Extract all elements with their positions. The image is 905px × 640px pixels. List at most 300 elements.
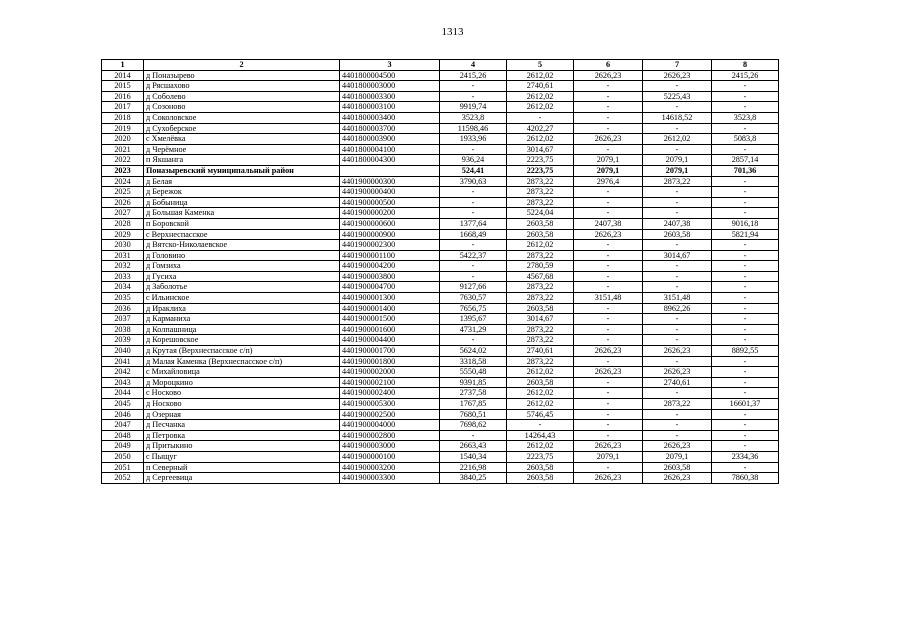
table-row [102, 155, 779, 166]
oktmo-code-cell: 4401800004100 [340, 144, 440, 155]
oktmo-code-cell: 4401800004300 [340, 155, 440, 166]
value-cell-col7: - [643, 123, 712, 134]
value-cell-col7: 2873,22 [643, 399, 712, 410]
value-cell-col6: 2626,23 [574, 473, 643, 484]
value-cell-col4: 3790,63 [440, 176, 507, 187]
table-row [102, 81, 779, 92]
value-cell-col8: - [712, 409, 779, 420]
value-cell-col5: 2603,58 [507, 377, 574, 388]
value-cell-col7: - [643, 409, 712, 420]
settlement-name-cell: д Носково [144, 399, 340, 410]
table-row [102, 250, 779, 261]
row-number-cell: 2049 [102, 441, 144, 452]
oktmo-code-cell: 4401900001100 [340, 250, 440, 261]
table-row [102, 388, 779, 399]
value-cell-col6: - [574, 240, 643, 251]
table-row [102, 420, 779, 431]
row-number-cell: 2018 [102, 112, 144, 123]
row-number-cell: 2033 [102, 271, 144, 282]
value-cell-col7: - [643, 335, 712, 346]
value-cell-col6: - [574, 81, 643, 92]
value-cell-col5: 2873,22 [507, 324, 574, 335]
value-cell-col7: - [643, 187, 712, 198]
value-cell-col6: - [574, 208, 643, 219]
oktmo-code-cell: 4401900001400 [340, 303, 440, 314]
value-cell-col8: - [712, 187, 779, 198]
value-cell-col8: - [712, 144, 779, 155]
value-cell-col5: 4567,68 [507, 271, 574, 282]
value-cell-col4: 4731,29 [440, 324, 507, 335]
value-cell-col4: 7656,75 [440, 303, 507, 314]
value-cell-col6: - [574, 335, 643, 346]
value-cell-col6: 2626,23 [574, 229, 643, 240]
value-cell-col8: 16601,37 [712, 399, 779, 410]
settlement-name-cell: д Вятско-Николаевское [144, 240, 340, 251]
value-cell-col5: 2612,02 [507, 240, 574, 251]
value-cell-col8: - [712, 335, 779, 346]
value-cell-col7: - [643, 420, 712, 431]
value-cell-col4: 9391,85 [440, 377, 507, 388]
value-cell-col4: 1668,49 [440, 229, 507, 240]
value-cell-col6: - [574, 250, 643, 261]
value-cell-col7: 5225,43 [643, 91, 712, 102]
value-cell-col6: 2626,23 [574, 346, 643, 357]
value-cell-col6: 2626,23 [574, 441, 643, 452]
oktmo-code-cell: 4401900003800 [340, 271, 440, 282]
oktmo-code-cell: 4401900001600 [340, 324, 440, 335]
value-cell-col6: 2626,23 [574, 134, 643, 145]
table-row [102, 473, 779, 484]
oktmo-code-cell: 4401800003100 [340, 102, 440, 113]
table-row [102, 462, 779, 473]
oktmo-code-cell: 4401900000600 [340, 218, 440, 229]
oktmo-code-cell: 4401900005300 [340, 399, 440, 410]
row-number-cell: 2041 [102, 356, 144, 367]
value-cell-col7: - [643, 197, 712, 208]
value-cell-col5: 2612,02 [507, 399, 574, 410]
row-number-cell: 2039 [102, 335, 144, 346]
row-number-cell: 2038 [102, 324, 144, 335]
settlement-name-cell: д Бережок [144, 187, 340, 198]
value-cell-col7: 2626,23 [643, 346, 712, 357]
value-cell-col7: 2612,02 [643, 134, 712, 145]
value-cell-col7: - [643, 102, 712, 113]
row-number-cell: 2024 [102, 176, 144, 187]
settlement-name-cell: д Колпашница [144, 324, 340, 335]
value-cell-col8: - [712, 208, 779, 219]
value-cell-col5: 2612,02 [507, 102, 574, 113]
settlement-name-cell: п Якшанга [144, 155, 340, 166]
value-cell-col6: - [574, 356, 643, 367]
value-cell-col8: - [712, 176, 779, 187]
row-number-cell: 2025 [102, 187, 144, 198]
table-row [102, 303, 779, 314]
value-cell-col8: 3523,8 [712, 112, 779, 123]
value-cell-col6: - [574, 420, 643, 431]
value-cell-col7: 3151,48 [643, 293, 712, 304]
value-cell-col4: 1767,85 [440, 399, 507, 410]
value-cell-col5: 2873,22 [507, 176, 574, 187]
value-cell-col6: - [574, 314, 643, 325]
oktmo-code-cell: 4401800003900 [340, 134, 440, 145]
header-cell: 8 [712, 60, 779, 71]
value-cell-col7: 2740,61 [643, 377, 712, 388]
settlement-name-cell: д Рясшахово [144, 81, 340, 92]
value-cell-col8: - [712, 91, 779, 102]
table-row [102, 102, 779, 113]
value-cell-col6: - [574, 144, 643, 155]
value-cell-col5: 2740,61 [507, 81, 574, 92]
value-cell-col7: 2603,58 [643, 462, 712, 473]
row-number-cell: 2029 [102, 229, 144, 240]
value-cell-col8: 9016,18 [712, 218, 779, 229]
row-number-cell: 2042 [102, 367, 144, 378]
value-cell-col4: 7698,62 [440, 420, 507, 431]
table-row [102, 112, 779, 123]
row-number-cell: 2032 [102, 261, 144, 272]
row-number-cell: 2047 [102, 420, 144, 431]
value-cell-col8: 7860,38 [712, 473, 779, 484]
value-cell-col4: 9127,66 [440, 282, 507, 293]
header-cell: 2 [144, 60, 340, 71]
value-cell-col5: 2873,22 [507, 335, 574, 346]
value-cell-col4: 2663,43 [440, 441, 507, 452]
row-number-cell: 2035 [102, 293, 144, 304]
value-cell-col8: - [712, 282, 779, 293]
value-cell-col4: 7630,57 [440, 293, 507, 304]
table-row [102, 314, 779, 325]
settlement-name-cell: д Сухоберское [144, 123, 340, 134]
value-cell-col8: - [712, 271, 779, 282]
settlement-name-cell: д Соболево [144, 91, 340, 102]
table-row [102, 367, 779, 378]
header-cell: 6 [574, 60, 643, 71]
value-cell-col8: - [712, 250, 779, 261]
row-number-cell: 2031 [102, 250, 144, 261]
value-cell-col8: - [712, 420, 779, 431]
row-number-cell: 2036 [102, 303, 144, 314]
value-cell-col5: 5746,45 [507, 409, 574, 420]
value-cell-col4: 3523,8 [440, 112, 507, 123]
value-cell-col4: 2415,26 [440, 70, 507, 81]
row-number-cell: 2016 [102, 91, 144, 102]
value-cell-col4: 1540,34 [440, 451, 507, 462]
table-row [102, 441, 779, 452]
value-cell-col8: 5083,8 [712, 134, 779, 145]
oktmo-code-cell: 4401900000300 [340, 176, 440, 187]
row-number-cell: 2052 [102, 473, 144, 484]
value-cell-col4: - [440, 335, 507, 346]
value-cell-col6: - [574, 377, 643, 388]
table-row [102, 197, 779, 208]
value-cell-col7: 2079,1 [643, 451, 712, 462]
settlement-name-cell: д Соколовское [144, 112, 340, 123]
value-cell-col4: 1377,64 [440, 218, 507, 229]
row-number-cell: 2030 [102, 240, 144, 251]
value-cell-col6: 2976,4 [574, 176, 643, 187]
value-cell-col5: 2612,02 [507, 91, 574, 102]
oktmo-code-cell: 4401900004400 [340, 335, 440, 346]
settlement-name-cell: д Корешовское [144, 335, 340, 346]
value-cell-col5: 2603,58 [507, 462, 574, 473]
value-cell-col6: - [574, 187, 643, 198]
value-cell-col4: - [440, 208, 507, 219]
value-cell-col7: - [643, 144, 712, 155]
row-number-cell: 2034 [102, 282, 144, 293]
value-cell-col4: - [440, 144, 507, 155]
value-cell-col5: - [507, 112, 574, 123]
value-cell-col6: - [574, 102, 643, 113]
value-cell-col5: 2223,75 [507, 451, 574, 462]
value-cell-col6: 2626,23 [574, 70, 643, 81]
row-number-cell: 2046 [102, 409, 144, 420]
settlement-name-cell: д Белая [144, 176, 340, 187]
value-cell-col8: - [712, 367, 779, 378]
value-cell-col8: - [712, 356, 779, 367]
value-cell-col8: 2415,26 [712, 70, 779, 81]
value-cell-col4: 3318,58 [440, 356, 507, 367]
settlement-name-cell: д Большая Каменка [144, 208, 340, 219]
table-row [102, 176, 779, 187]
settlement-name-cell: Поназыревский муниципальный район [144, 165, 340, 176]
header-cell: 7 [643, 60, 712, 71]
value-cell-col5: 2873,22 [507, 293, 574, 304]
value-cell-col7: - [643, 240, 712, 251]
value-cell-col5: 2603,58 [507, 473, 574, 484]
row-number-cell: 2050 [102, 451, 144, 462]
settlement-name-cell: с Пыщуг [144, 451, 340, 462]
oktmo-code-cell: 4401900002400 [340, 388, 440, 399]
header-cell: 1 [102, 60, 144, 71]
table-row [102, 346, 779, 357]
row-number-cell: 2017 [102, 102, 144, 113]
value-cell-col5: 2612,02 [507, 70, 574, 81]
value-cell-col8: - [712, 441, 779, 452]
value-cell-col5: 2223,75 [507, 155, 574, 166]
value-cell-col4: 3840,25 [440, 473, 507, 484]
table-row [102, 377, 779, 388]
table-row [102, 240, 779, 251]
value-cell-col6: - [574, 123, 643, 134]
header-row [102, 60, 779, 71]
row-number-cell: 2044 [102, 388, 144, 399]
oktmo-code-cell: 4401900000100 [340, 451, 440, 462]
value-cell-col5: 2603,58 [507, 218, 574, 229]
value-cell-col7: 14618,52 [643, 112, 712, 123]
table-row [102, 293, 779, 304]
value-cell-col4: 7680,51 [440, 409, 507, 420]
value-cell-col4: 5624,02 [440, 346, 507, 357]
value-cell-col4: 1933,96 [440, 134, 507, 145]
value-cell-col5: 3014,67 [507, 314, 574, 325]
value-cell-col8: - [712, 240, 779, 251]
settlement-name-cell: д Гусиха [144, 271, 340, 282]
oktmo-code-cell: 4401900002800 [340, 430, 440, 441]
settlement-name-cell: д Черёмное [144, 144, 340, 155]
oktmo-code-cell: 4401900000400 [340, 187, 440, 198]
value-cell-col8: - [712, 314, 779, 325]
table-row [102, 399, 779, 410]
value-cell-col6: 2079,1 [574, 155, 643, 166]
row-number-cell: 2020 [102, 134, 144, 145]
value-cell-col4: - [440, 187, 507, 198]
value-cell-col4: - [440, 91, 507, 102]
table-row [102, 91, 779, 102]
value-cell-col7: - [643, 388, 712, 399]
value-cell-col7: 2626,23 [643, 473, 712, 484]
oktmo-code-cell: 4401900000900 [340, 229, 440, 240]
row-number-cell: 2026 [102, 197, 144, 208]
value-cell-col7: 2079,1 [643, 155, 712, 166]
value-cell-col7: - [643, 430, 712, 441]
value-cell-col7: - [643, 271, 712, 282]
value-cell-col8: - [712, 261, 779, 272]
value-cell-col6: 3151,48 [574, 293, 643, 304]
value-cell-col8: - [712, 462, 779, 473]
oktmo-code-cell: 4401900001700 [340, 346, 440, 357]
value-cell-col7: - [643, 261, 712, 272]
settlement-name-cell: д Заболотье [144, 282, 340, 293]
settlement-name-cell: с Михайловица [144, 367, 340, 378]
value-cell-col7: 8962,26 [643, 303, 712, 314]
oktmo-code-cell: 4401900002000 [340, 367, 440, 378]
row-number-cell: 2023 [102, 165, 144, 176]
table-row [102, 271, 779, 282]
value-cell-col4: - [440, 271, 507, 282]
value-cell-col6: - [574, 409, 643, 420]
page-number: 1313 [441, 26, 464, 38]
table-row [102, 409, 779, 420]
value-cell-col6: 2407,38 [574, 218, 643, 229]
oktmo-code-cell: 4401900002300 [340, 240, 440, 251]
value-cell-col7: 2407,38 [643, 218, 712, 229]
settlement-name-cell: п Боровской [144, 218, 340, 229]
value-cell-col4: 11598,46 [440, 123, 507, 134]
oktmo-code-cell: 4401900003200 [340, 462, 440, 473]
value-cell-col5: 2612,02 [507, 367, 574, 378]
settlement-name-cell: п Северный [144, 462, 340, 473]
row-number-cell: 2022 [102, 155, 144, 166]
value-cell-col6: 2079,1 [574, 451, 643, 462]
header-cell: 4 [440, 60, 507, 71]
value-cell-col5: 5224,04 [507, 208, 574, 219]
value-cell-col5: 2603,58 [507, 229, 574, 240]
value-cell-col4: 1395,67 [440, 314, 507, 325]
value-cell-col7: - [643, 208, 712, 219]
oktmo-code-cell: 4401900001300 [340, 293, 440, 304]
table-row [102, 324, 779, 335]
settlement-name-cell: с Верхнеспасское [144, 229, 340, 240]
value-cell-col4: 2216,98 [440, 462, 507, 473]
row-number-cell: 2019 [102, 123, 144, 134]
value-cell-col8: 2857,14 [712, 155, 779, 166]
settlement-name-cell: д Головино [144, 250, 340, 261]
value-cell-col6: 2079,1 [574, 165, 643, 176]
settlement-name-cell: с Носково [144, 388, 340, 399]
value-cell-col5: 4202,27 [507, 123, 574, 134]
value-cell-col5: 14264,43 [507, 430, 574, 441]
settlement-name-cell: д Сергеевица [144, 473, 340, 484]
value-cell-col7: 2626,23 [643, 441, 712, 452]
value-cell-col6: - [574, 399, 643, 410]
value-cell-col8: 8892,55 [712, 346, 779, 357]
value-cell-col4: 5550,48 [440, 367, 507, 378]
value-cell-col4: 9919,74 [440, 102, 507, 113]
value-cell-col6: - [574, 388, 643, 399]
table-row [102, 335, 779, 346]
value-cell-col6: 2626,23 [574, 367, 643, 378]
oktmo-code-cell: 4401900002100 [340, 377, 440, 388]
row-number-cell: 2037 [102, 314, 144, 325]
value-cell-col8: - [712, 377, 779, 388]
value-cell-col7: 2079,1 [643, 165, 712, 176]
value-cell-col6: - [574, 112, 643, 123]
row-number-cell: 2014 [102, 70, 144, 81]
table-row [102, 430, 779, 441]
settlement-name-cell: д Мороцкино [144, 377, 340, 388]
oktmo-code-cell: 4401900000500 [340, 197, 440, 208]
oktmo-code-cell: 4401800003300 [340, 91, 440, 102]
value-cell-col6: - [574, 197, 643, 208]
value-cell-col5: 2780,59 [507, 261, 574, 272]
settlement-name-cell: д Озерная [144, 409, 340, 420]
value-cell-col5: - [507, 420, 574, 431]
settlement-name-cell: д Поназырево [144, 70, 340, 81]
value-cell-col7: - [643, 282, 712, 293]
table-row [102, 134, 779, 145]
table-row [102, 123, 779, 134]
value-cell-col8: - [712, 102, 779, 113]
value-cell-col8: 701,36 [712, 165, 779, 176]
settlement-name-cell: д Малая Каменка (Верхнеспасское с/п) [144, 356, 340, 367]
row-number-cell: 2051 [102, 462, 144, 473]
value-cell-col4: - [440, 197, 507, 208]
value-cell-col5: 2612,02 [507, 388, 574, 399]
value-cell-col7: - [643, 324, 712, 335]
value-cell-col8: - [712, 81, 779, 92]
settlement-name-cell: д Бобыница [144, 197, 340, 208]
settlement-name-cell: д Гомзиха [144, 261, 340, 272]
value-cell-col6: - [574, 303, 643, 314]
value-cell-col5: 2873,22 [507, 282, 574, 293]
settlement-name-cell: д Притыкино [144, 441, 340, 452]
settlement-name-cell: д Петровка [144, 430, 340, 441]
oktmo-code-cell: 4401900004700 [340, 282, 440, 293]
value-cell-col8: - [712, 123, 779, 134]
oktmo-code-cell: 4401900004200 [340, 261, 440, 272]
value-cell-col6: - [574, 91, 643, 102]
settlement-name-cell: с Хмелёвка [144, 134, 340, 145]
value-cell-col8: - [712, 430, 779, 441]
settlement-name-cell: д Ираклиха [144, 303, 340, 314]
value-cell-col7: - [643, 81, 712, 92]
row-number-cell: 2045 [102, 399, 144, 410]
settlement-name-cell: д Крутая (Верхнеспасское с/п) [144, 346, 340, 357]
value-cell-col5: 2740,61 [507, 346, 574, 357]
value-cell-col8: - [712, 388, 779, 399]
value-cell-col7: - [643, 314, 712, 325]
oktmo-code-cell: 4401800003000 [340, 81, 440, 92]
oktmo-code-cell: 4401800003700 [340, 123, 440, 134]
value-cell-col5: 2612,02 [507, 134, 574, 145]
oktmo-code-cell: 4401900002500 [340, 409, 440, 420]
oktmo-code-cell: 4401900004000 [340, 420, 440, 431]
value-cell-col5: 2603,58 [507, 303, 574, 314]
value-cell-col7: 2626,23 [643, 70, 712, 81]
value-cell-col5: 2612,02 [507, 441, 574, 452]
value-cell-col6: - [574, 271, 643, 282]
value-cell-col8: - [712, 324, 779, 335]
